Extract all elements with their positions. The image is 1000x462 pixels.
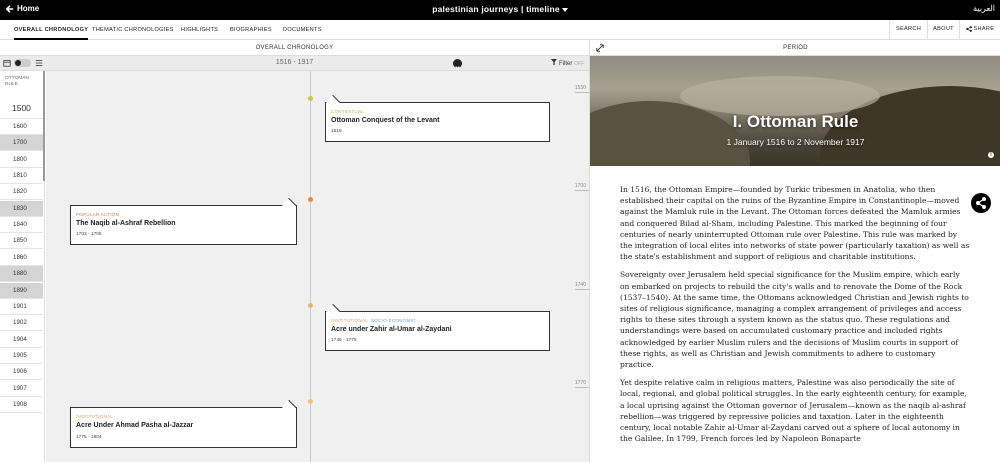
year-item[interactable]: 1904 xyxy=(0,332,43,348)
tab-highlights[interactable]: HIGHLIGHTS xyxy=(181,27,219,33)
period-title: I. Ottoman Rule xyxy=(732,112,859,131)
period-article xyxy=(620,184,970,451)
event-title: Acre under Zahir al-Umar al-Zaydani xyxy=(331,326,452,333)
share-float-button[interactable] xyxy=(971,193,991,213)
year-tick-line xyxy=(575,289,589,290)
share-icon xyxy=(971,193,991,213)
year-tick-label: 1740 xyxy=(574,282,586,288)
year-item[interactable]: 1902 xyxy=(0,315,43,331)
search-button[interactable]: SEARCH xyxy=(889,20,927,39)
caret-down-icon xyxy=(562,8,568,12)
share-nav-button[interactable]: SHARE xyxy=(959,20,1000,39)
date-range: 1516 - 1917 xyxy=(275,59,314,66)
year-item[interactable]: 1840 xyxy=(0,217,43,233)
top-bar xyxy=(0,0,1000,20)
info-icon[interactable]: i xyxy=(988,152,994,158)
card-pointer xyxy=(282,198,296,212)
filter-icon xyxy=(551,59,557,65)
language-toggle[interactable]: العربية xyxy=(973,4,995,13)
event-category xyxy=(331,109,367,114)
category-tag: INSTITUTIONAL xyxy=(331,318,369,323)
event-date: 1703 - 1705 xyxy=(76,232,102,237)
timeline-canvas[interactable] xyxy=(46,71,589,462)
site-title[interactable]: palestinian journeys | timeline xyxy=(0,4,1000,14)
year-item[interactable]: 1880 xyxy=(0,266,43,282)
share-icon xyxy=(966,26,972,32)
event-card[interactable] xyxy=(70,407,297,448)
event-category xyxy=(76,414,116,419)
event-title: The Naqib al-Ashraf Rebellion xyxy=(76,220,176,227)
year-item[interactable]: 1800 xyxy=(0,152,43,168)
year-item[interactable]: 1850 xyxy=(0,233,43,249)
year-scrollbar[interactable] xyxy=(43,71,45,181)
event-card[interactable] xyxy=(325,311,550,351)
year-tick-label: 1700 xyxy=(574,183,586,189)
filter-button[interactable]: Filter OFF xyxy=(551,59,584,67)
event-title: Ottoman Conquest of the Levant xyxy=(331,117,440,124)
about-button[interactable]: ABOUT xyxy=(927,20,959,39)
hero-image xyxy=(590,56,1000,166)
year-item[interactable]: 1600 xyxy=(0,119,43,135)
category-tag: INSTITUTIONAL xyxy=(76,414,114,419)
tab-biographies[interactable]: BIOGRAPHIES xyxy=(230,27,272,33)
card-pointer xyxy=(326,95,340,109)
era-label: OTTOMAN RULE xyxy=(5,76,29,87)
year-item[interactable]: 1907 xyxy=(0,381,43,397)
timeline-toolbar xyxy=(0,56,589,71)
year-tick-line xyxy=(575,92,589,93)
year-tick-label: 1770 xyxy=(574,380,586,386)
hero-city xyxy=(680,76,880,116)
period-header: PERIOD xyxy=(590,40,1000,56)
year-item[interactable]: 1820 xyxy=(0,184,43,200)
article-paragraph: In 1516, the Ottoman Empire—founded by Turkic tribesmen in Anatolia, who then established their capital on the ruins of the Byzantine Empire in Constantinople—moved against the Mamluk rule in the Levant. The Ottoman forces defeated the Mamluk armies and conquered Bilad al-Sham, including Palestine. This marked the beginning of four centuries of nearly uninterrupted Ottoman rule over Palestine. This rule was marked by the integration of local elites into networks of state power (particularly taxation) as well as the state's establishment and support of religious and charitable institutions. xyxy=(620,185,970,262)
chevron-down-icon[interactable] xyxy=(453,59,462,68)
year-item[interactable]: 1700 xyxy=(0,135,43,151)
period-panel xyxy=(589,40,1000,462)
panel-title: OVERALL CHRONOLOGY xyxy=(0,40,589,56)
event-date: 1746 - 1775 xyxy=(331,338,357,343)
chronology-panel xyxy=(0,40,589,462)
event-date: 1516 xyxy=(331,129,342,134)
event-category xyxy=(76,212,122,217)
year-index xyxy=(0,71,45,462)
category-tag: POPULAR ACTION xyxy=(76,212,120,217)
main-nav xyxy=(0,20,1000,40)
year-item[interactable]: 1906 xyxy=(0,364,43,380)
year-item[interactable]: 1908 xyxy=(0,397,43,413)
event-marker[interactable] xyxy=(308,303,313,308)
year-item[interactable]: 1901 xyxy=(0,299,43,315)
card-pointer xyxy=(326,304,340,318)
expand-icon[interactable] xyxy=(596,44,604,52)
year-tick-label: 1530 xyxy=(574,85,586,91)
event-marker[interactable] xyxy=(308,399,313,404)
category-tag: CONTEXTUAL xyxy=(331,109,364,114)
year-item[interactable]: 1890 xyxy=(0,283,43,299)
tab-thematic-chronologies[interactable]: THEMATIC CHRONOLOGIES xyxy=(92,27,174,33)
year-item[interactable]: 1860 xyxy=(0,250,43,266)
article-paragraph: Sovereignty over Jerusalem held special significance for the Muslim empire, which early on embarked on projects to rebuild the city's walls and to renovate the Dome of the Rock (1537–1540). At the same time, the Ottomans acknowledged Christian and Jewish rights to sites of religious significance, managing a complex arrangement of privileges and access rights to these sites through a system known as the status quo. These regulations and understandings were based on accumulated customary practice and included rights acknowledged by earlier Muslim rulers and the decisions of Muslim courts in support of these rights, as well as Christian and Jewish commitments to adhere to customary practice. xyxy=(620,270,969,370)
period-dates: 1 January 1516 to 2 November 1917 xyxy=(726,137,865,147)
event-marker[interactable] xyxy=(308,197,313,202)
year-item[interactable]: 1810 xyxy=(0,168,43,184)
year-tick-line xyxy=(575,190,589,191)
year-item[interactable]: 1905 xyxy=(0,348,43,364)
tab-overall-chronology[interactable]: OVERALL CHRONOLOGY xyxy=(14,20,88,40)
event-title: Acre Under Ahmad Pasha al-Jazzar xyxy=(76,422,194,429)
event-category xyxy=(331,318,418,323)
year-item[interactable]: 1500 xyxy=(0,97,43,119)
event-marker[interactable] xyxy=(308,96,313,101)
card-pointer xyxy=(282,400,296,414)
event-date: 1775 - 1804 xyxy=(76,435,102,440)
category-tag: SOCIO-ECONOMIC xyxy=(371,318,416,323)
home-label: Home xyxy=(17,4,40,13)
event-card[interactable] xyxy=(70,205,297,245)
tab-documents[interactable]: DOCUMENTS xyxy=(283,27,322,33)
year-tick-line xyxy=(575,387,589,388)
year-item[interactable]: 1830 xyxy=(0,201,43,217)
article-paragraph: Yet despite relative calm in religious matters, Palestine was also periodically the site of local, regional, and global political struggles. In the early eighteenth century, for example, a local uprising against the Ottoman governor of Jerusalem—known as the naqib al-ashraf rebellion—was triggered by repressive policies and taxation. Later in the eighteenth century, local notable Zahir al-Umar al-Zaydani carved out a sphere of local autonomy in the Galilee. In 1799, French forces led by Napoleon Bonaparte xyxy=(620,378,967,444)
event-card[interactable] xyxy=(325,102,550,142)
